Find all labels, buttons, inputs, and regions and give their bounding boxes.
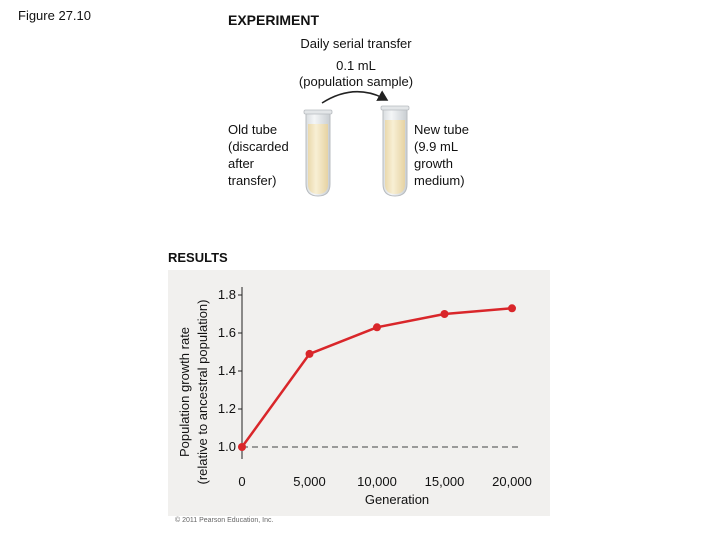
new-tube-line-4: medium): [414, 173, 465, 188]
x-axis-label: Generation: [364, 492, 430, 507]
data-point: [373, 323, 381, 331]
data-point: [441, 310, 449, 318]
old-tube-line-2: (discarded: [228, 139, 289, 154]
transfer-arrow: [322, 92, 387, 103]
x-tick-label: 10,000: [357, 474, 397, 489]
transfer-caption: Daily serial transfer: [300, 36, 412, 51]
new-tube-icon: [381, 106, 409, 196]
data-point: [238, 443, 246, 451]
x-tick-label: 15,000: [424, 474, 465, 489]
y-axis-label-line-1: Population growth rate: [177, 326, 192, 458]
old-tube-icon: [304, 110, 332, 196]
new-tube-line-3: growth: [414, 156, 454, 171]
data-point: [508, 304, 516, 312]
new-tube-line-1: New tube: [414, 122, 469, 137]
results-title: RESULTS: [168, 250, 228, 265]
y-tick-label: 1.4: [217, 363, 236, 378]
y-tick-label: 1.6: [217, 325, 236, 340]
x-tick-label: 0: [238, 474, 246, 489]
transfer-note: (population sample): [298, 74, 414, 89]
y-tick-label: 1.0: [217, 439, 236, 454]
y-tick-label: 1.2: [217, 401, 236, 416]
x-tick-label: 5,000: [293, 474, 326, 489]
y-axis-label-line-2: (relative to ancestral population): [195, 299, 210, 485]
y-tick-label: 1.8: [217, 287, 236, 302]
experiment-title: EXPERIMENT: [228, 12, 320, 28]
old-tube-line-4: transfer): [228, 173, 277, 188]
figure-label: Figure 27.10: [18, 8, 91, 23]
x-tick-label: 20,000: [492, 474, 532, 489]
new-tube-line-2: (9.9 mL: [414, 139, 459, 154]
old-tube-line-3: after: [228, 156, 255, 171]
old-tube-line-1: Old tube: [228, 122, 278, 137]
data-point: [306, 350, 314, 358]
transfer-volume: 0.1 mL: [336, 58, 376, 73]
copyright-text: © 2011 Pearson Education, Inc.: [175, 517, 274, 524]
